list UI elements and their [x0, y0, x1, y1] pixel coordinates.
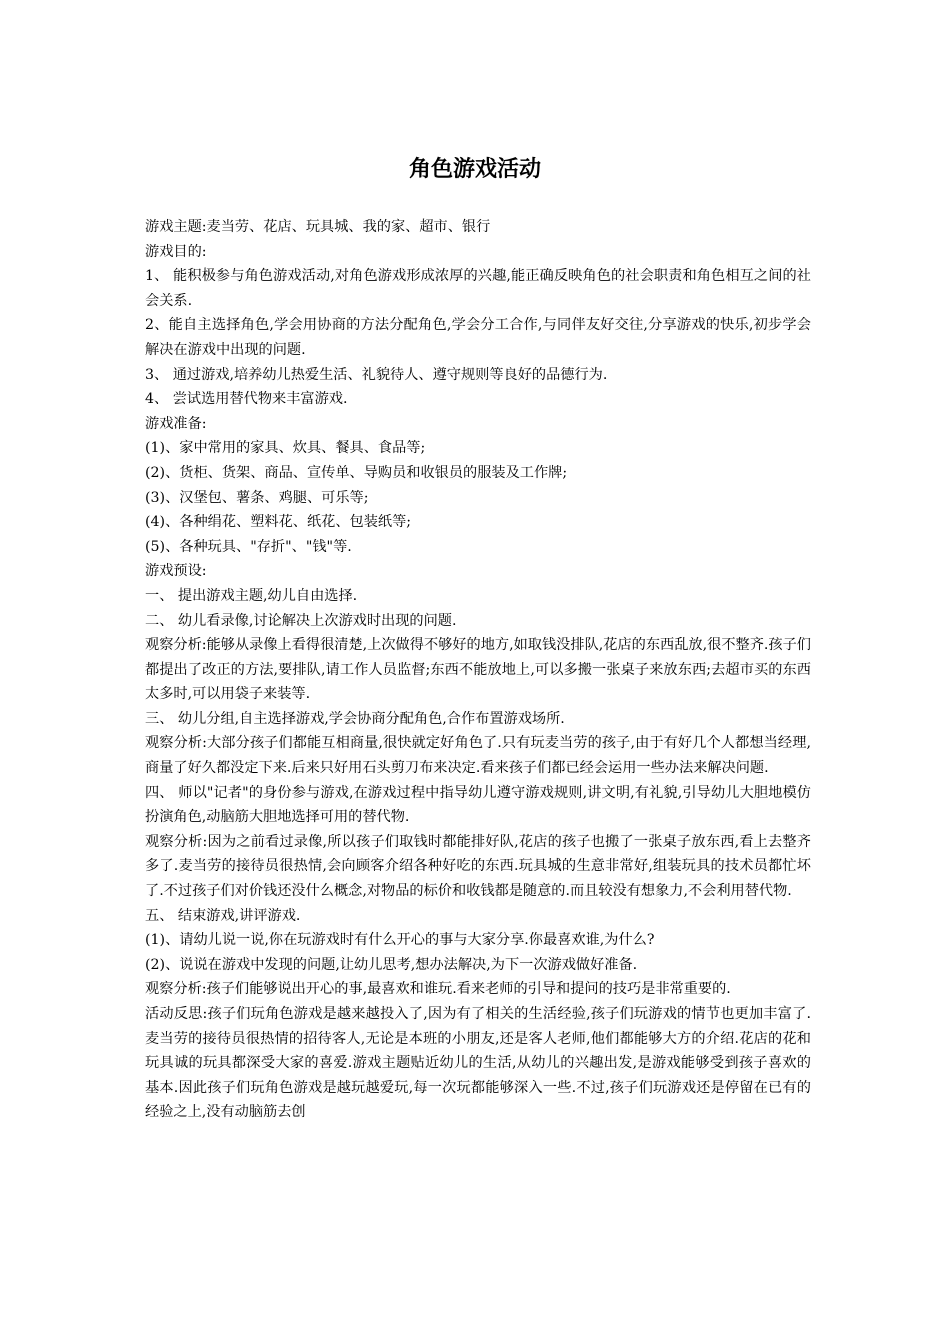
paragraph: 观察分析:因为之前看过录像,所以孩子们取钱时都能排好队,花店的孩子也搬了一张桌子放东西,看上去整齐多了.麦当劳的接待员很热情,会向顾客介绍各种好吃的东西.玩具城的生意非常好,组装玩具的技术员都忙坏了.不过孩子们对价钱还没什么概念,对物品的标价和收钱都是随意的.而且较没有想象力,不会利用替代物.: [145, 833, 811, 900]
paragraph: 一、 提出游戏主题,幼儿自由选择.: [145, 587, 358, 604]
paragraph: 三、 幼儿分组,自主选择游戏,学会协商分配角色,合作布置游戏场所.: [145, 710, 565, 727]
paragraph: 3、 通过游戏,培养幼儿热爱生活、礼貌待人、遵守规则等良好的品德行为.: [145, 366, 608, 383]
paragraph: (2)、货柜、货架、商品、宣传单、导购员和收银员的服装及工作牌;: [145, 464, 568, 481]
paragraph: (2)、说说在游戏中发现的问题,让幼儿思考,想办法解决,为下一次游戏做好准备.: [145, 956, 638, 973]
paragraph: 游戏准备:: [145, 415, 207, 432]
paragraph: 五、 结束游戏,讲评游戏.: [145, 907, 301, 924]
paragraph: 游戏预设:: [145, 563, 207, 580]
paragraph: (3)、汉堡包、薯条、鸡腿、可乐等;: [145, 489, 369, 506]
paragraph: 观察分析:孩子们能够说出开心的事,最喜欢和谁玩.看来老师的引导和提问的技巧是非常重要的.: [145, 981, 731, 998]
document-body: [145, 215, 811, 1125]
paragraph: (4)、各种绢花、塑料花、纸花、包装纸等;: [145, 514, 412, 531]
paragraph: 1、 能积极参与角色游戏活动,对角色游戏形成浓厚的兴趣,能正确反映角色的社会职责和角色相互之间的社会关系.: [145, 268, 811, 309]
paragraph: 二、 幼儿看录像,讨论解决上次游戏时出现的问题.: [145, 612, 457, 629]
paragraph: 观察分析:能够从录像上看得很清楚,上次做得不够好的地方,如取钱没排队,花店的东西乱放,很不整齐.孩子们都提出了改正的方法,要排队,请工作人员监督;东西不能放地上,可以多搬一张桌子来放东西;去超市买的东西太多时,可以用袋子来装等.: [145, 637, 811, 703]
paragraph: 2、能自主选择角色,学会用协商的方法分配角色,学会分工合作,与同伴友好交往,分享游戏的快乐,初步学会解决在游戏中出现的问题.: [145, 317, 811, 358]
paragraph: 4、 尝试选用替代物来丰富游戏.: [145, 391, 348, 408]
paragraph: 游戏目的:: [145, 243, 207, 260]
paragraph: (1)、请幼儿说一说,你在玩游戏时有什么开心的事与大家分享.你最喜欢谁,为什么?: [145, 932, 655, 949]
paragraph: 游戏主题:麦当劳、花店、玩具城、我的家、超市、银行: [145, 219, 491, 235]
paragraph: 观察分析:大部分孩子们都能互相商量,很快就定好角色了.只有玩麦当劳的孩子,由于有好几个人都想当经理,商量了好久都没定下来.后来只好用石头剪刀布来决定.看来孩子们都已经会运用一些办法来解决问题.: [145, 735, 811, 777]
paragraph: 活动反思:孩子们玩角色游戏是越来越投入了,因为有了相关的生活经验,孩子们玩游戏的情节也更加丰富了.麦当劳的接待员很热情的招待客人,无论是本班的小朋友,还是客人老师,他们都能够大方的介绍.花店的花和玩具诚的玩具都深受大家的喜爱.游戏主题贴近幼儿的生活,从幼儿的兴趣出发,是游戏能够受到孩子喜欢的基本.因此孩子们玩角色游戏是越玩越爱玩,每一次玩都能够深入一些.不过,孩子们玩游戏还是停留在已有的经验之上,没有动脑筋去创: [145, 1006, 811, 1121]
paragraph: 四、 师以"记者"的身份参与游戏,在游戏过程中指导幼儿遵守游戏规则,讲文明,有礼貌,引导幼儿大胆地模仿扮演角色,动脑筋大胆地选择可用的替代物.: [145, 784, 811, 826]
paragraph: (5)、各种玩具、"存折"、"钱"等.: [145, 538, 352, 555]
document-title: 角色游戏活动: [408, 157, 541, 182]
paragraph: (1)、家中常用的家具、炊具、餐具、食品等;: [145, 440, 426, 457]
